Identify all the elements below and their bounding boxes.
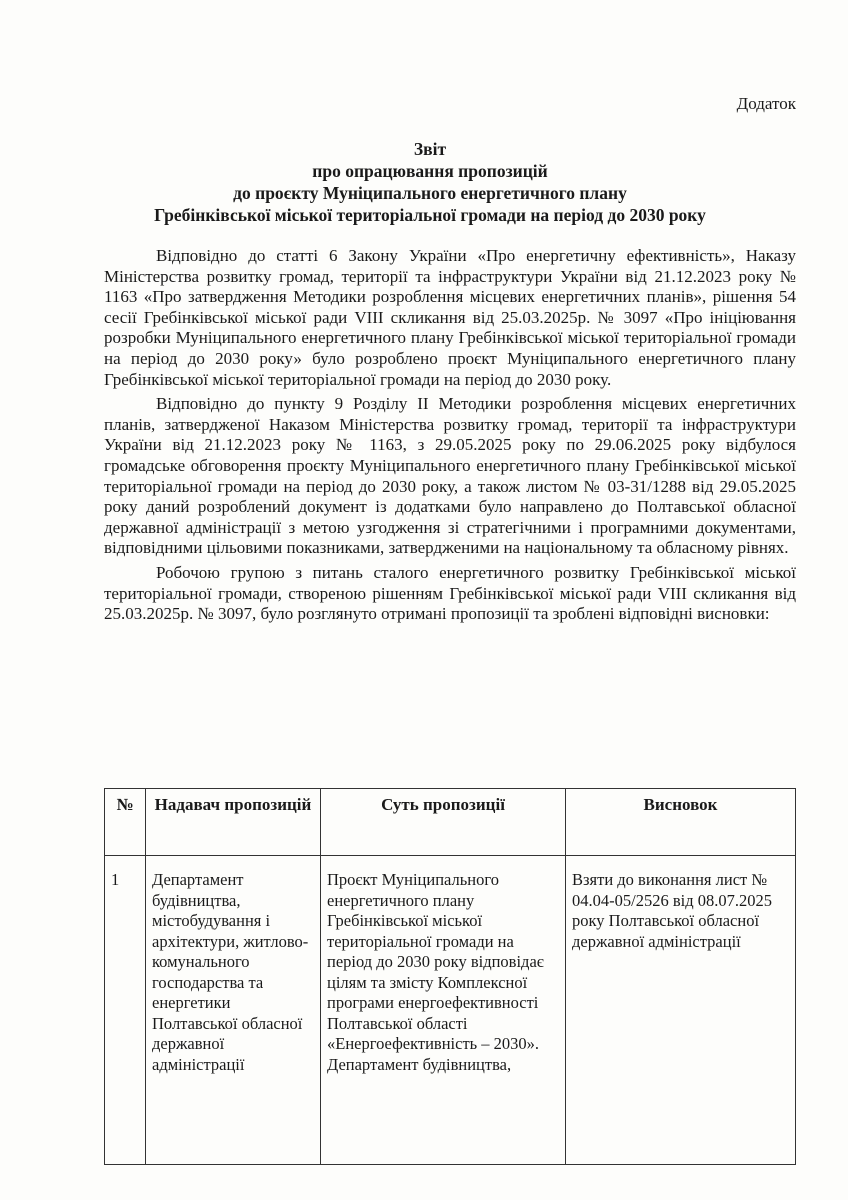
annex-label: Додаток <box>736 94 796 113</box>
header-conclusion: Висновок <box>566 789 796 856</box>
report-title <box>60 138 800 226</box>
header-num: № <box>105 789 146 856</box>
title-line-4: Гребінківської міської територіальної громади на період до 2030 року <box>154 205 706 225</box>
paragraph-1: Відповідно до статті 6 Закону України «Про енергетичну ефективність», Наказу Міністерства розвитку громад, території та інфраструктури України від 21.12.2023 року № 1163 «Про затвердження Методики розроблення місцевих енергетичних планів», рішення 54 сесії Гребінківської міської ради VIII скликання від 25.03.2025р. № 3097 «Про ініціювання розробки Муніципального енергетичного плану Гребінківської міської територіальної громади на період до 2030 року» було розроблено проєкт Муніципального енергетичного плану Гребінківської міської територіальної громади на період до 2030 року. <box>104 246 796 389</box>
header-provider: Надавач пропозицій <box>146 789 321 856</box>
title-line-2: про опрацювання пропозицій <box>312 161 548 181</box>
report-body <box>104 246 796 629</box>
header-essence: Суть пропозиції <box>321 789 566 856</box>
row-essence: Проєкт Муніципального енергетичного плану Гребінківської міської територіальної громади на період до 2030 року відповідає цілям та змісту Комплексної програми енергоефективності Полтавської області «Енергоефективність – 2030». Департамент будівництва, <box>321 856 566 1165</box>
table-header-row <box>105 789 796 856</box>
proposals-table <box>104 788 796 1165</box>
title-line-3: до проєкту Муніципального енергетичного плану <box>233 183 627 203</box>
table-row <box>105 856 796 1165</box>
title-line-1: Звіт <box>413 139 447 159</box>
paragraph-2: Відповідно до пункту 9 Розділу ІІ Методики розроблення місцевих енергетичних планів, затвердженої Наказом Міністерства розвитку громад, території та інфраструктури України від 21.12.2023 року № 1163, з 29.05.2025 року по 29.06.2025 року відбулося громадське обговорення проєкту Муніципального енергетичного плану Гребінківської міської територіальної громади на період до 2030 року, а також листом № 03-31/1288 від 29.05.2025 року даний розроблений документ із додатками було направлено до Полтавської обласної державної адміністрації з метою узгодження зі стратегічними і програмними документами, відповідними цільовими показниками, затвердженими на національному та обласному рівнях. <box>104 394 796 558</box>
row-num: 1 <box>105 856 146 1165</box>
row-provider: Департамент будівництва, містобудування і архітектури, житлово-комунального господарства та енергетики Полтавської обласної державної адміністрації <box>146 856 321 1165</box>
row-conclusion: Взяти до виконання лист № 04.04-05/2526 від 08.07.2025 року Полтавської обласної державної адміністрації <box>566 856 796 1165</box>
paragraph-3: Робочою групою з питань сталого енергетичного розвитку Гребінківської міської територіальної громади, створеною рішенням Гребінківської міської ради VIII скликання від 25.03.2025р. № 3097, було розглянуто отримані пропозиції та зроблені відповідні висновки: <box>104 562 796 624</box>
